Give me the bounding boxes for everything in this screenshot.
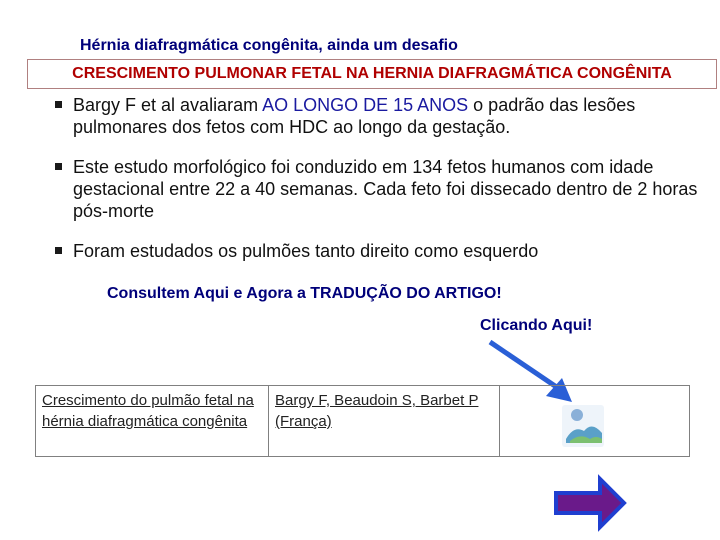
bullet-text: Este estudo morfológico foi conduzido em 134 fetos humanos com idade gestacional entre 22 a 40 semanas. Cada feto foi dissecado dentro de 2 horas pós-morte [73,157,698,221]
click-here-link[interactable]: Clicando Aqui! [480,317,593,334]
section-banner [27,59,717,89]
bullet-item [55,240,705,262]
bullet-item [55,156,705,222]
bullet-list [55,94,705,280]
document-link-icon[interactable] [560,403,606,449]
bullet-square-icon [55,163,62,170]
authors-cell [269,386,500,457]
article-authors-link[interactable]: Bargy F, Beaudoin S, Barbet P (França) [275,392,479,430]
slide-title: Hérnia diafragmática congênita, ainda um desafio [80,37,458,54]
article-title-cell [36,386,269,457]
bullet-text: Bargy F et al avaliaram AO LONGO DE 15 ANOS o padrão das lesões pulmonares dos fetos com HDC ao longo da gestação. [73,95,636,137]
article-title-link[interactable]: Crescimento do pulmão fetal na hérnia diafragmática congênita [42,392,254,430]
bullet-item [55,94,705,138]
highlight-text: AO LONGO DE 15 ANOS [262,95,469,115]
consult-translation-text: Consultem Aqui e Agora a TRADUÇÃO DO ARTIGO! [107,285,502,302]
bullet-text: Foram estudados os pulmões tanto direito como esquerdo [73,241,539,261]
next-arrow-icon[interactable] [552,474,628,532]
section-banner-text: CRESCIMENTO PULMONAR FETAL NA HERNIA DIAFRAGMÁTICA CONGÊNITA [72,65,672,82]
bullet-square-icon [55,247,62,254]
bullet-square-icon [55,101,62,108]
